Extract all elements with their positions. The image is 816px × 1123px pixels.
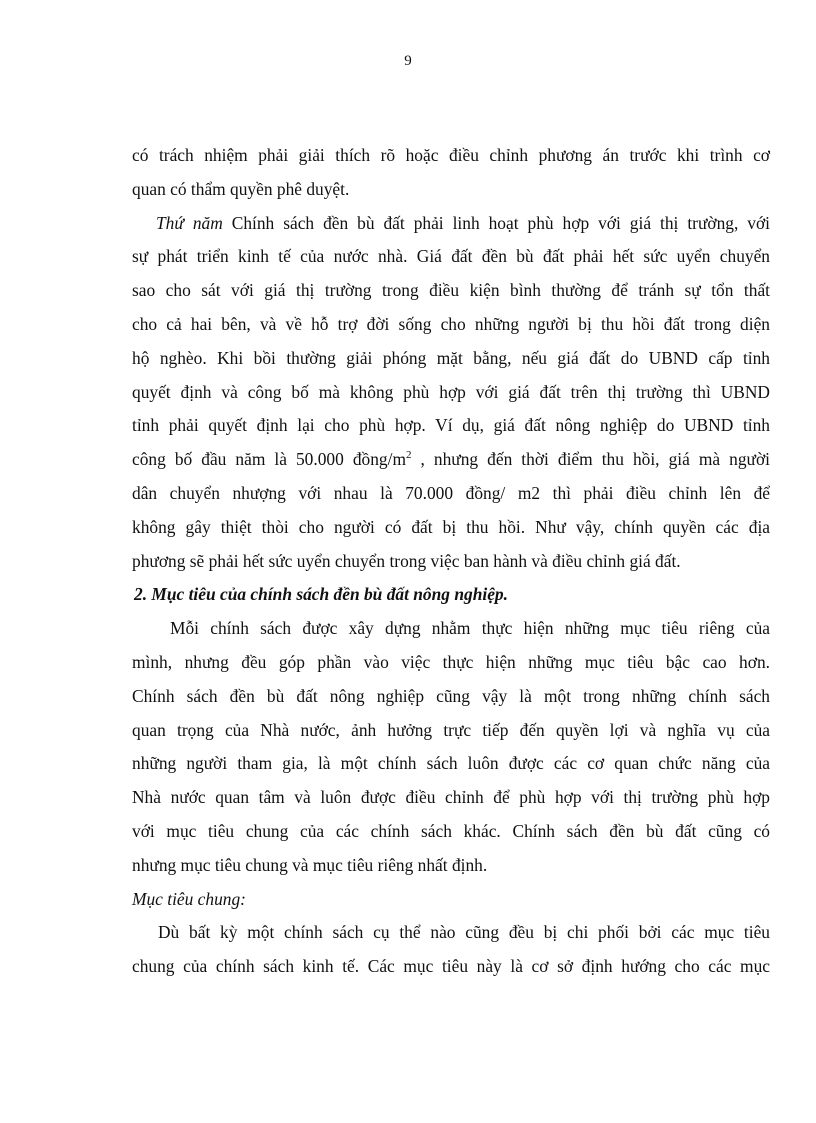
paragraph-line [132, 443, 770, 477]
paragraph-line: với mục tiêu chung của các chính sách khác. Chính sách đền bù đất cũng có [132, 820, 770, 841]
section-heading: 2. Mục tiêu của chính sách đền bù đất nông nghiệp. [134, 584, 508, 605]
lead-text: Chính sách đền bù đất phải linh hoạt phù hợp với giá thị trường, với [222, 212, 770, 233]
paragraph-line: Chính sách đền bù đất nông nghiệp cũng vậy là một trong những chính sách [132, 685, 770, 706]
paragraph-line: quan có thẩm quyền phê duyệt. [132, 178, 350, 199]
paragraph-line: cho cả hai bên, và về hỗ trợ đời sống cho những người bị thu hồi đất trong diện [132, 313, 770, 334]
paragraph-line: hộ nghèo. Khi bồi thường giải phóng mặt bằng, nếu giá đất do UBND cấp tỉnh [132, 347, 770, 368]
lead-italic-text: Thứ năm [156, 212, 223, 233]
line-text: , nhưng đến thời điểm thu hồi, giá mà người [411, 449, 770, 470]
document-body [132, 139, 770, 984]
paragraph-line: tỉnh phải quyết định lại cho phù hợp. Ví dụ, giá đất nông nghiệp do UBND tỉnh [132, 415, 770, 436]
line-text: công bố đầu năm là 50.000 đồng/m [132, 449, 406, 470]
paragraph-line: những người tham gia, là một chính sách luôn được các cơ quan chức năng của [132, 753, 770, 774]
paragraph-line: sao cho sát với giá thị trường trong điều kiện bình thường để tránh sự tổn thất [132, 280, 770, 301]
superscript: 2 [405, 449, 412, 462]
paragraph-line: sự phát triển kinh tế của nước nhà. Giá đất đền bù đất phải hết sức uyển chuyển [132, 246, 770, 267]
paragraph-line: quyết định và công bố mà không phù hợp với giá đất trên thị trường thì UBND [132, 381, 770, 402]
paragraph-line: dân chuyển nhượng với nhau là 70.000 đồng/ m2 thì phải điều chỉnh lên để [132, 482, 770, 503]
paragraph-line: Mỗi chính sách được xây dựng nhằm thực hiện những mục tiêu riêng của [170, 618, 770, 639]
paragraph-line: có trách nhiệm phải giải thích rõ hoặc điều chỉnh phương án trước khi trình cơ [132, 145, 770, 165]
paragraph-line: quan trọng của Nhà nước, ảnh hưởng trực tiếp đến quyền lợi và nghĩa vụ của [132, 719, 770, 740]
paragraph-line [132, 207, 770, 241]
paragraph-line: nhưng mục tiêu chung và mục tiêu riêng nhất định. [132, 854, 488, 875]
paragraph-line: không gây thiệt thòi cho người có đất bị thu hồi. Như vậy, chính quyền các địa [132, 516, 770, 537]
page-number: 9 [404, 53, 412, 69]
paragraph-line: chung của chính sách kinh tế. Các mục tiêu này là cơ sở định hướng cho các mục [132, 956, 770, 977]
paragraph-line: Dù bất kỳ một chính sách cụ thể nào cũng đều bị chi phối bởi các mục tiêu [158, 922, 770, 943]
paragraph-line: phương sẽ phải hết sức uyển chuyển trong việc ban hành và điều chỉnh giá đất. [132, 550, 681, 571]
paragraph-line: mình, nhưng đều góp phần vào việc thực hiện những mục tiêu bậc cao hơn. [132, 651, 770, 672]
subheading: Mục tiêu chung: [132, 888, 246, 909]
paragraph-line: Nhà nước quan tâm và luôn được điều chỉnh để phù hợp với thị trường phù hợp [132, 787, 770, 808]
